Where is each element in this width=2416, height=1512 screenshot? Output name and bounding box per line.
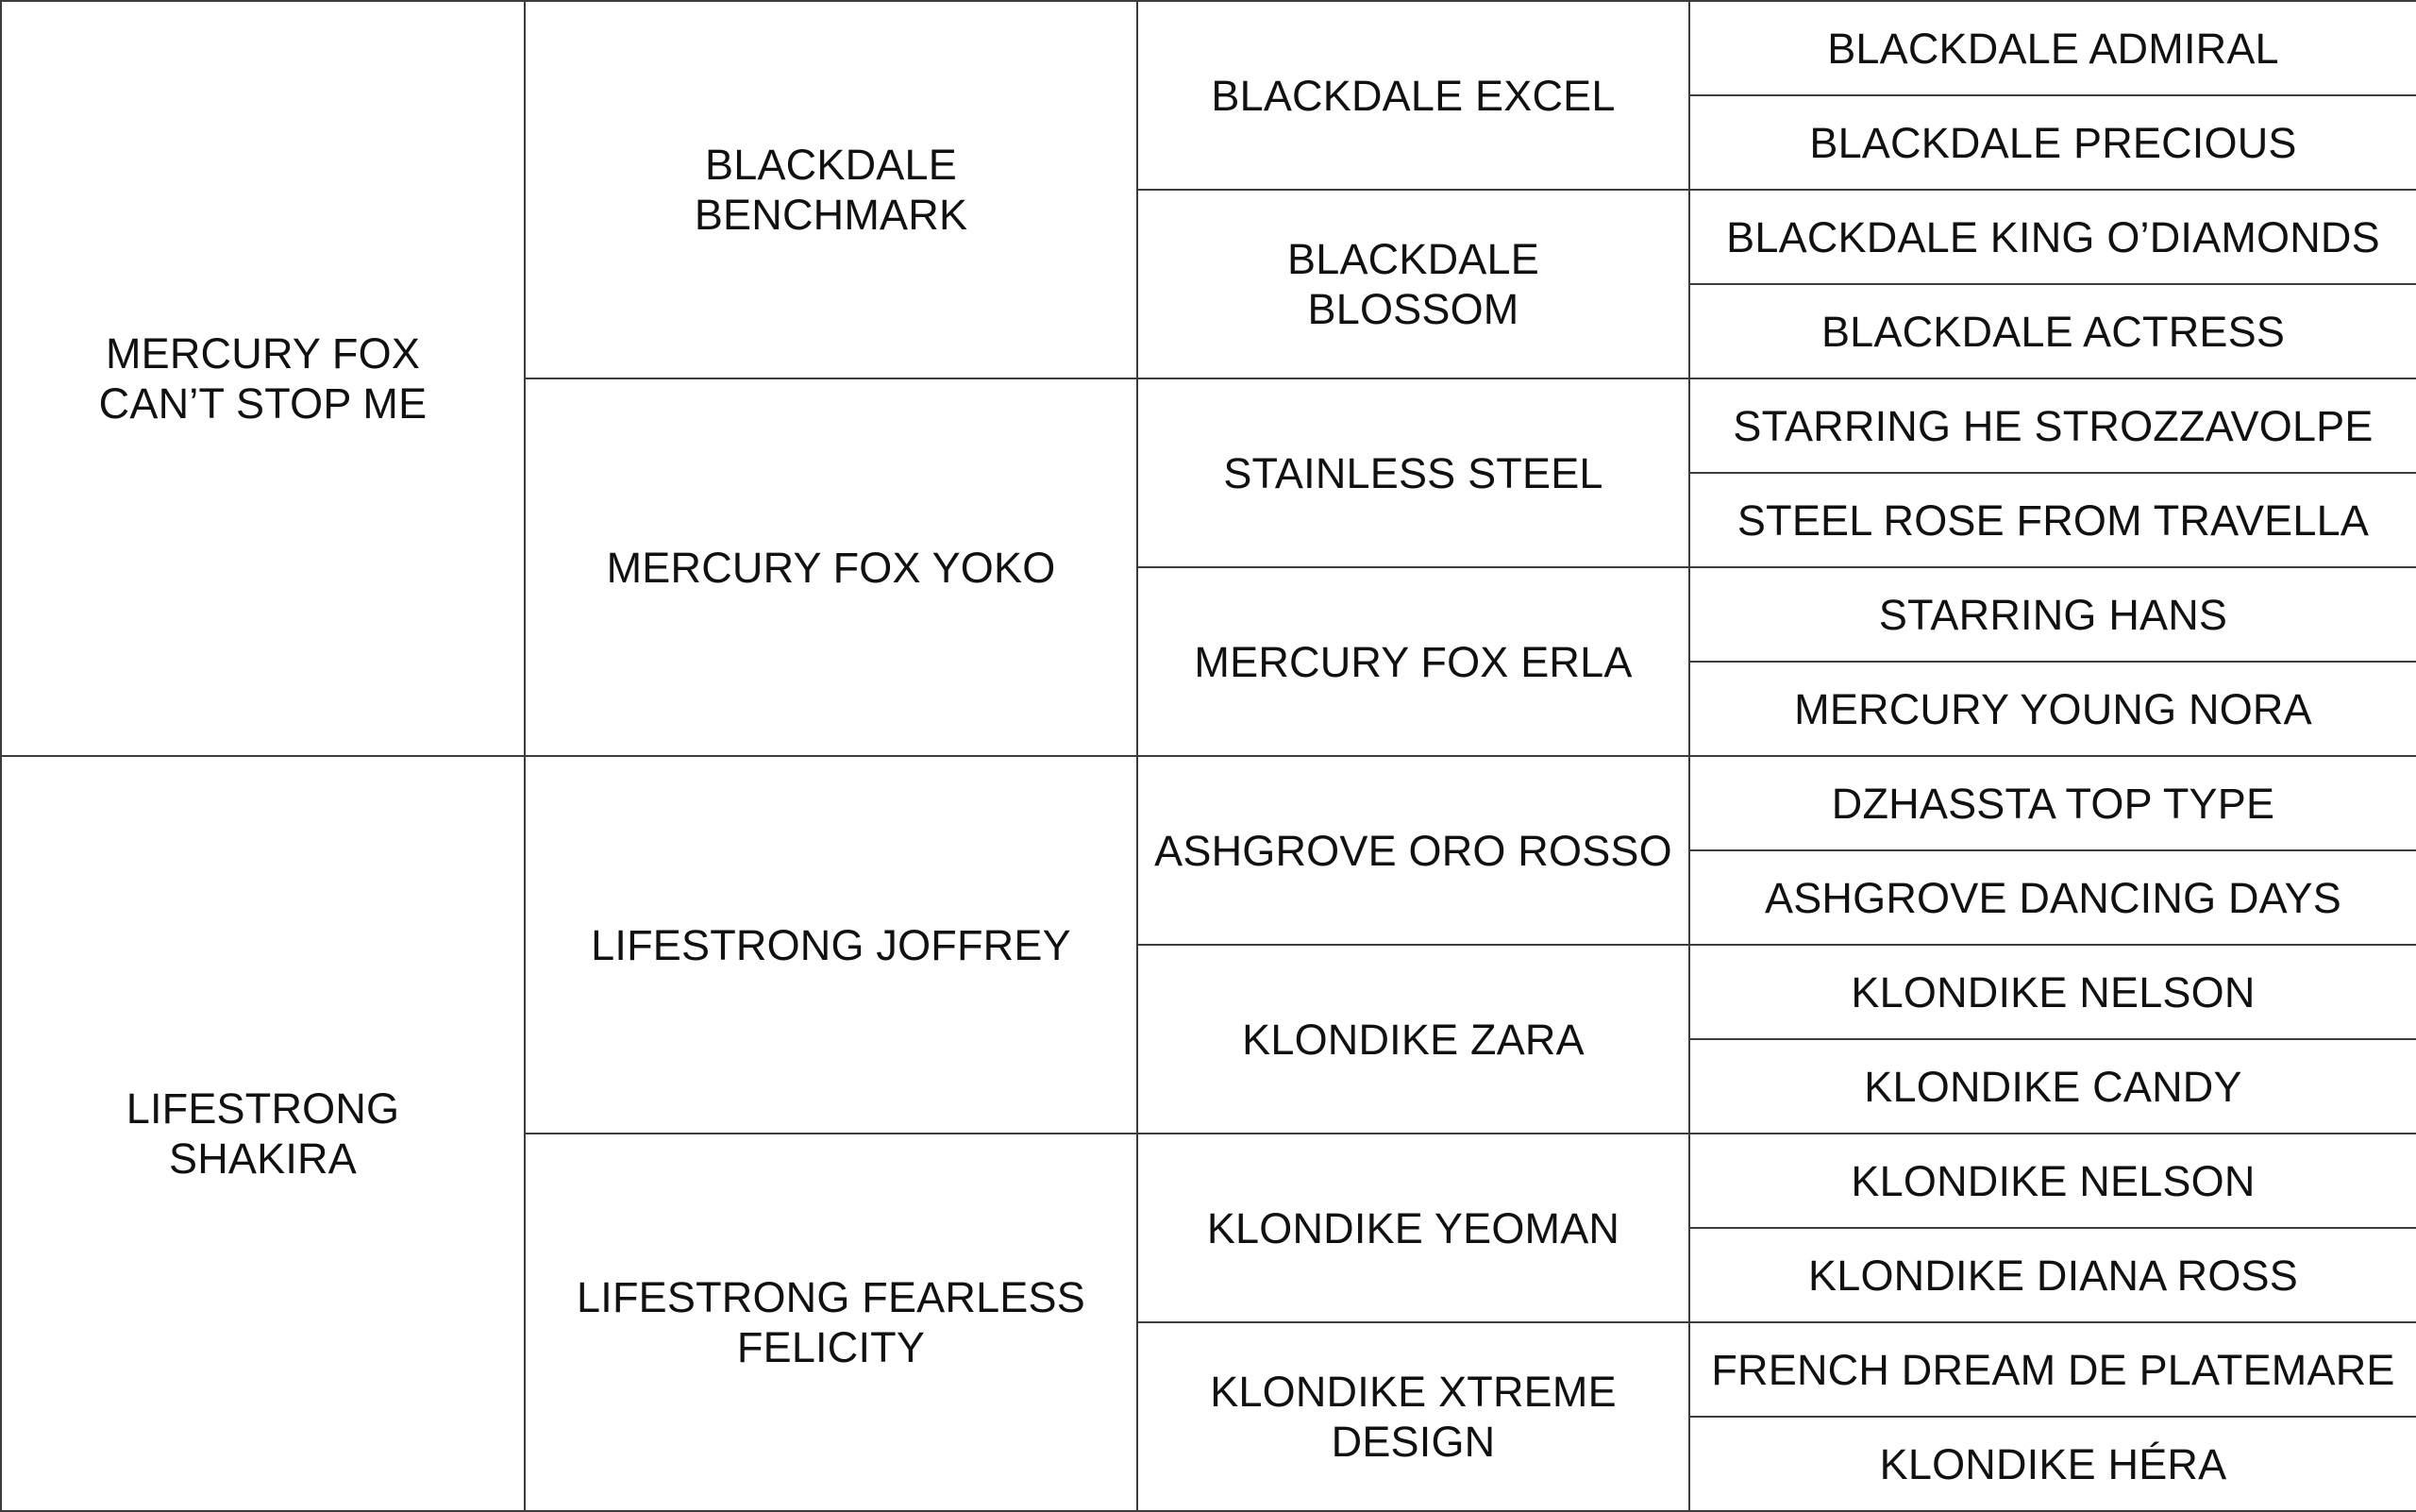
- pedigree-gen4-cell: KLONDIKE NELSON: [1690, 946, 2416, 1040]
- pedigree-gen4-cell: FRENCH DREAM DE PLATEMARE: [1690, 1323, 2416, 1418]
- pedigree-gen3-cell: MERCURY FOX ERLA: [1138, 568, 1690, 757]
- pedigree-gen4-cell: STARRING HE STROZZAVOLPE: [1690, 379, 2416, 474]
- pedigree-gen3-cell: ASHGROVE ORO ROSSO: [1138, 757, 1690, 946]
- pedigree-gen4-cell: DZHASSTA TOP TYPE: [1690, 757, 2416, 851]
- pedigree-gen4-cell: KLONDIKE HÉRA: [1690, 1418, 2416, 1512]
- pedigree-dam-dam: LIFESTRONG FEARLESS FELICITY: [526, 1134, 1138, 1512]
- pedigree-gen3-cell: STAINLESS STEEL: [1138, 379, 1690, 568]
- pedigree-gen3-cell: BLACKDALE BLOSSOM: [1138, 191, 1690, 379]
- pedigree-gen4-cell: BLACKDALE ACTRESS: [1690, 285, 2416, 379]
- pedigree-dam: LIFESTRONG SHAKIRA: [2, 757, 526, 1512]
- pedigree-sire: MERCURY FOX CAN’T STOP ME: [2, 2, 526, 757]
- pedigree-gen3-cell: KLONDIKE XTREME DESIGN: [1138, 1323, 1690, 1512]
- pedigree-dam-sire: LIFESTRONG JOFFREY: [526, 757, 1138, 1134]
- pedigree-sire-dam: MERCURY FOX YOKO: [526, 379, 1138, 757]
- pedigree-gen4-cell: ASHGROVE DANCING DAYS: [1690, 851, 2416, 946]
- pedigree-gen3-cell: KLONDIKE YEOMAN: [1138, 1134, 1690, 1323]
- pedigree-gen4-cell: BLACKDALE KING O’DIAMONDS: [1690, 191, 2416, 285]
- pedigree-gen4-cell: MERCURY YOUNG NORA: [1690, 663, 2416, 757]
- pedigree-gen3-cell: KLONDIKE ZARA: [1138, 946, 1690, 1134]
- pedigree-gen4-cell: KLONDIKE CANDY: [1690, 1040, 2416, 1134]
- pedigree-gen4-cell: STARRING HANS: [1690, 568, 2416, 663]
- pedigree-gen4-cell: BLACKDALE PRECIOUS: [1690, 96, 2416, 191]
- pedigree-sire-sire: BLACKDALE BENCHMARK: [526, 2, 1138, 379]
- pedigree-gen4-cell: STEEL ROSE FROM TRAVELLA: [1690, 474, 2416, 568]
- pedigree-gen4-cell: KLONDIKE NELSON: [1690, 1134, 2416, 1229]
- pedigree-gen4-cell: KLONDIKE DIANA ROSS: [1690, 1229, 2416, 1323]
- pedigree-gen4-cell: BLACKDALE ADMIRAL: [1690, 2, 2416, 96]
- pedigree-gen3-cell: BLACKDALE EXCEL: [1138, 2, 1690, 191]
